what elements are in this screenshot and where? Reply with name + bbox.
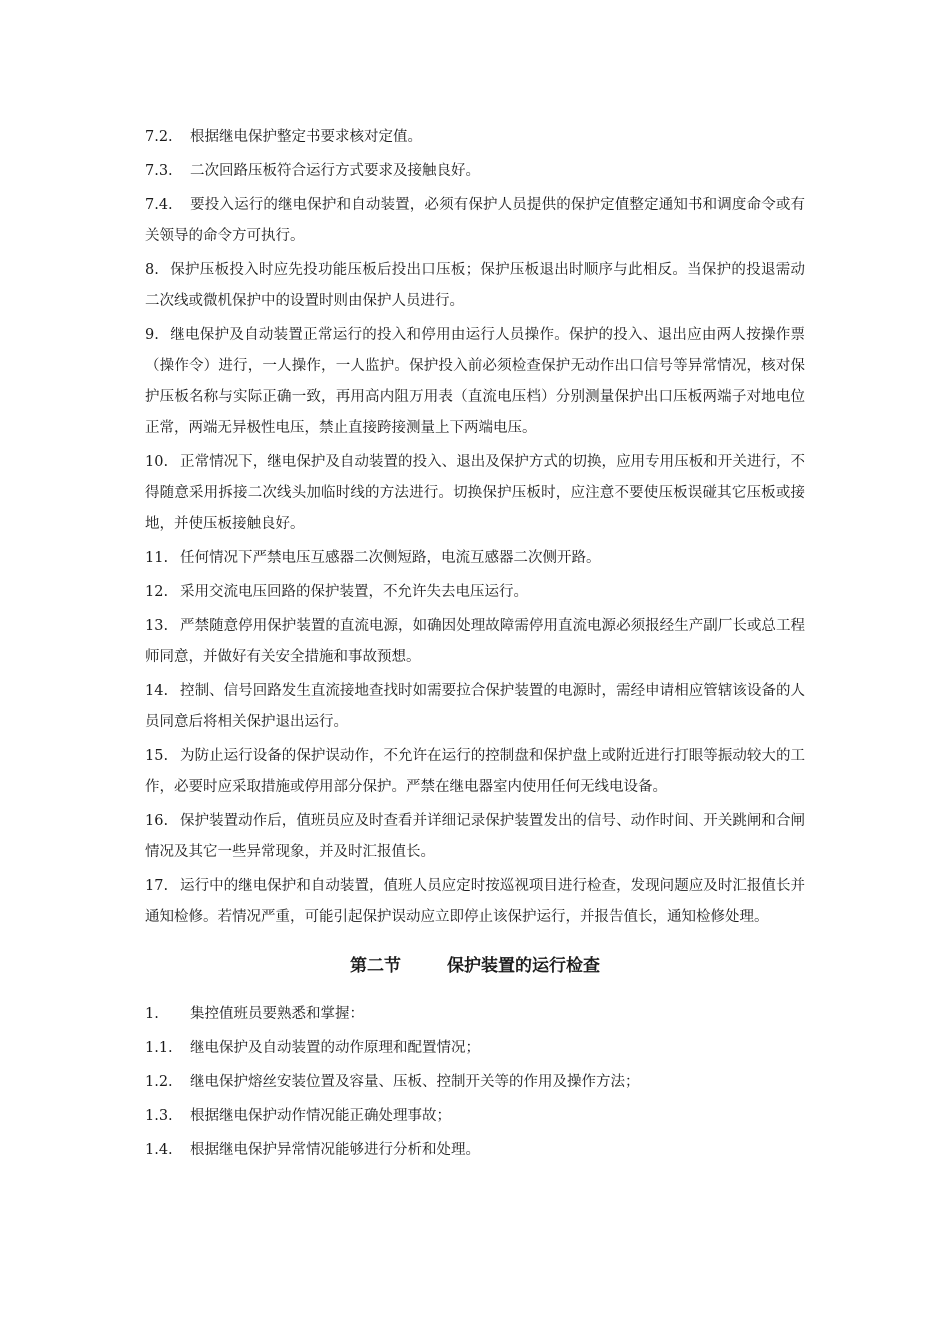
item-text: 严禁随意停用保护装置的直流电源，如确因处理故障需停用直流电源必须报经生产副厂长或总工程师同意，并做好有关安全措施和事故预想。 (145, 618, 805, 665)
list-item (145, 255, 805, 317)
item-number: 8. (145, 262, 159, 278)
list-item (145, 1067, 805, 1098)
list-item (145, 676, 805, 738)
list-item (145, 611, 805, 673)
list-item (145, 122, 805, 153)
list-item (145, 871, 805, 933)
regulation-list (145, 122, 805, 933)
item-text: 继电保护熔丝安装位置及容量、压板、控制开关等的作用及操作方法； (190, 1074, 640, 1090)
list-item (145, 156, 805, 187)
item-text: 采用交流电压回路的保护装置，不允许失去电压运行。 (180, 584, 528, 600)
list-item (145, 190, 805, 252)
list-item (145, 447, 805, 540)
item-text: 保护装置动作后，值班员应及时查看并详细记录保护装置发出的信号、动作时间、开关跳闸和合闸情况及其它一些异常现象，并及时汇报值长。 (145, 813, 805, 860)
item-number: 1.4. (145, 1142, 173, 1158)
item-number: 7.2. (145, 129, 173, 145)
item-text: 正常情况下，继电保护及自动装置的投入、退出及保护方式的切换，应用专用压板和开关进行，不得随意采用拆接二次线头加临时线的方法进行。切换保护压板时，应注意不要使压板误碰其它压板或接地，并使压板接触良好。 (145, 454, 805, 532)
item-text: 保护压板投入时应先投功能压板后投出口压板；保护压板退出时顺序与此相反。当保护的投退需动二次线或微机保护中的设置时则由保护人员进行。 (145, 262, 805, 309)
item-number: 1.3. (145, 1108, 173, 1124)
item-text: 控制、信号回路发生直流接地查找时如需要拉合保护装置的电源时，需经申请相应管辖该设备的人员同意后将相关保护退出运行。 (145, 683, 805, 730)
item-number: 10. (145, 454, 169, 470)
item-number: 13. (145, 618, 169, 634)
item-text: 根据继电保护整定书要求核对定值。 (190, 129, 422, 145)
section-title: 保护装置的运行检查 (447, 956, 600, 976)
document-body (145, 122, 805, 1169)
item-text: 运行中的继电保护和自动装置，值班人员应定时按巡视项目进行检查，发现问题应及时汇报值长并通知检修。若情况严重，可能引起保护误动应立即停止该保护运行，并报告值长，通知检修处理。 (145, 878, 805, 925)
inspection-list (145, 999, 805, 1166)
item-number: 16. (145, 813, 169, 829)
item-text: 集控值班员要熟悉和掌握： (190, 1006, 364, 1022)
list-item (145, 320, 805, 444)
list-item (145, 806, 805, 868)
item-number: 9. (145, 327, 159, 343)
list-item (145, 1033, 805, 1064)
item-number: 15. (145, 748, 169, 764)
item-text: 为防止运行设备的保护误动作，不允许在运行的控制盘和保护盘上或附近进行打眼等振动较大的工作，必要时应采取措施或停用部分保护。严禁在继电器室内使用任何无线电设备。 (145, 748, 805, 795)
item-text: 要投入运行的继电保护和自动装置，必须有保护人员提供的保护定值整定通知书和调度命令或有关领导的命令方可执行。 (145, 197, 805, 244)
list-item (145, 577, 805, 608)
item-number: 11. (145, 550, 169, 566)
list-item (145, 741, 805, 803)
list-item (145, 543, 805, 574)
item-number: 12. (145, 584, 169, 600)
item-number: 17. (145, 878, 169, 894)
item-text: 任何情况下严禁电压互感器二次侧短路，电流互感器二次侧开路。 (180, 550, 601, 566)
item-text: 二次回路压板符合运行方式要求及接触良好。 (190, 163, 480, 179)
item-number: 7.3. (145, 163, 173, 179)
item-number: 1.1. (145, 1040, 173, 1056)
item-text: 继电保护及自动装置正常运行的投入和停用由运行人员操作。保护的投入、退出应由两人按操作票（操作令）进行，一人操作，一人监护。保护投入前必须检查保护无动作出口信号等异常情况，核对保护压板名称与实际正确一致，再用高内阻万用表（直流电压档）分别测量保护出口压板两端子对地电位正常，两端无异极性电压，禁止直接跨接测量上下两端电压。 (145, 327, 805, 436)
list-item (145, 999, 805, 1030)
item-text: 继电保护及自动装置的动作原理和配置情况； (190, 1040, 480, 1056)
item-number: 7.4. (145, 197, 173, 213)
section-heading (145, 951, 805, 981)
section-label: 第二节 (350, 956, 401, 976)
item-number: 14. (145, 683, 169, 699)
list-item (145, 1101, 805, 1132)
item-number: 1.2. (145, 1074, 173, 1090)
list-item (145, 1135, 805, 1166)
item-text: 根据继电保护异常情况能够进行分析和处理。 (190, 1142, 480, 1158)
item-text: 根据继电保护动作情况能正确处理事故； (190, 1108, 451, 1124)
item-number: 1. (145, 1006, 159, 1022)
